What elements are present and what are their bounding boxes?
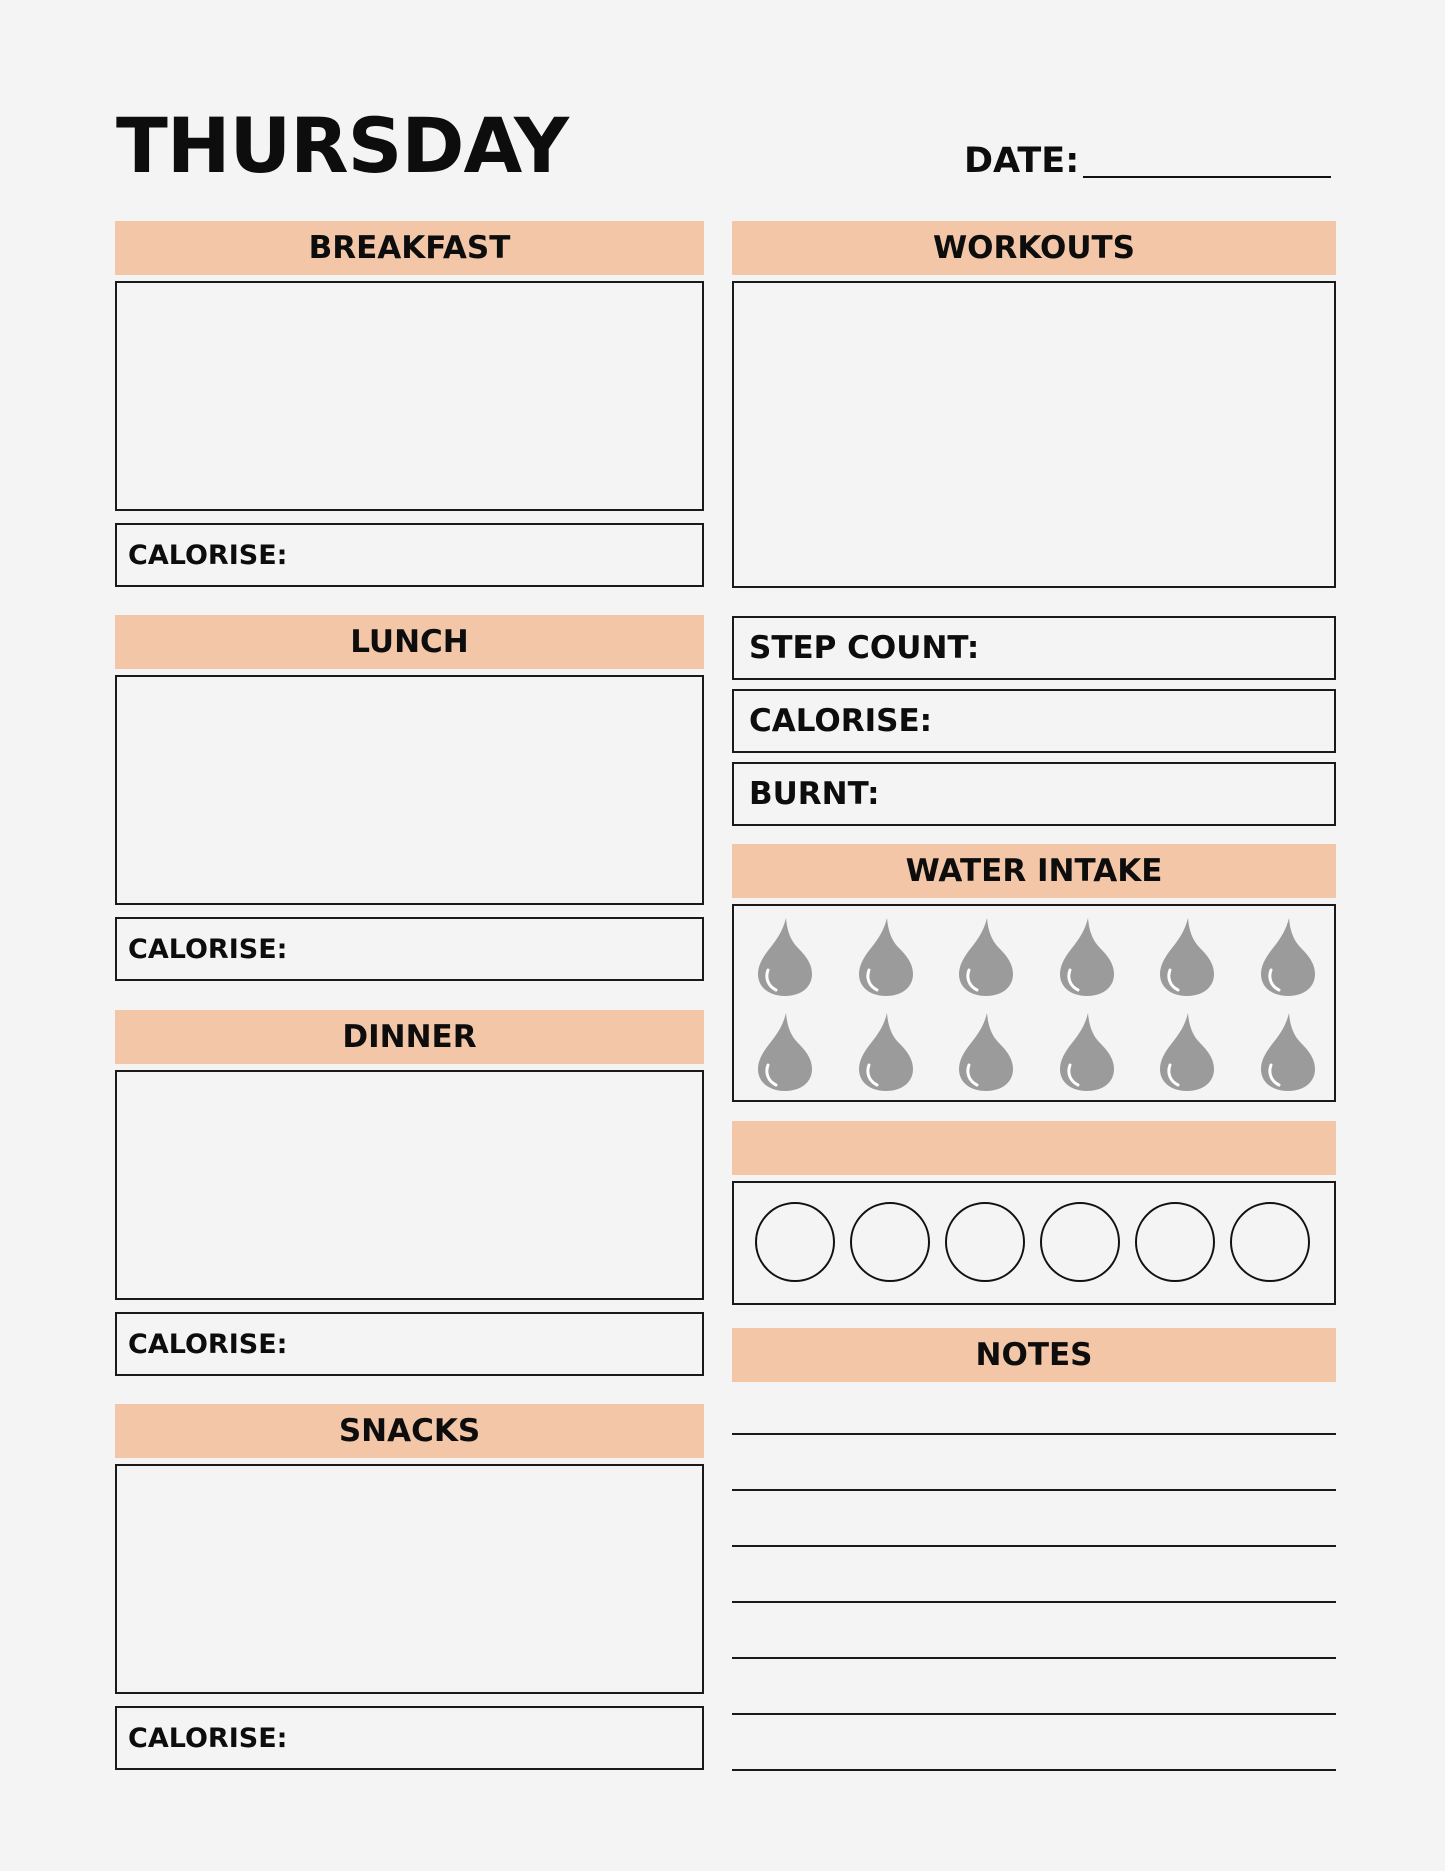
- workout-calories-label: CALORISE:: [749, 703, 933, 739]
- step-count-field[interactable]: [732, 616, 1336, 680]
- snacks-header: SNACKS: [115, 1404, 704, 1458]
- lunch-header: LUNCH: [115, 615, 704, 669]
- tracker-circle[interactable]: [945, 1202, 1025, 1282]
- dinner-header: DINNER: [115, 1010, 704, 1064]
- burnt-label: BURNT:: [749, 776, 880, 812]
- water-intake-header: WATER INTAKE: [732, 844, 1336, 898]
- notes-line[interactable]: [732, 1433, 1336, 1435]
- water-drop-icon[interactable]: [857, 1011, 915, 1093]
- tracker-circle[interactable]: [755, 1202, 835, 1282]
- water-drop-icon[interactable]: [1158, 1011, 1216, 1093]
- notes-header: NOTES: [732, 1328, 1336, 1382]
- lunch-calories-field[interactable]: [115, 917, 704, 981]
- notes-line[interactable]: [732, 1657, 1336, 1659]
- date-input-line[interactable]: [1083, 176, 1331, 178]
- snacks-calories-field[interactable]: [115, 1706, 704, 1770]
- water-drop-icon[interactable]: [756, 916, 814, 998]
- tracker-circles-panel: [732, 1181, 1336, 1305]
- water-drop-icon[interactable]: [1058, 916, 1116, 998]
- workout-calories-field[interactable]: [732, 689, 1336, 753]
- notes-line[interactable]: [732, 1601, 1336, 1603]
- dinner-entry-box[interactable]: [115, 1070, 704, 1300]
- notes-line[interactable]: [732, 1545, 1336, 1547]
- burnt-field[interactable]: [732, 762, 1336, 826]
- dinner-calories-label: CALORISE:: [128, 1328, 288, 1360]
- water-drop-icon[interactable]: [1259, 1011, 1317, 1093]
- tracker-header: [732, 1121, 1336, 1175]
- water-drop-icon[interactable]: [957, 916, 1015, 998]
- workouts-header: WORKOUTS: [732, 221, 1336, 275]
- breakfast-calories-label: CALORISE:: [128, 539, 288, 571]
- tracker-circle[interactable]: [1135, 1202, 1215, 1282]
- tracker-circle[interactable]: [1230, 1202, 1310, 1282]
- water-drops-panel: [732, 904, 1336, 1102]
- water-drop-icon[interactable]: [1259, 916, 1317, 998]
- water-drop-icon[interactable]: [756, 1011, 814, 1093]
- notes-line[interactable]: [732, 1489, 1336, 1491]
- water-drop-icon[interactable]: [957, 1011, 1015, 1093]
- page-title: THURSDAY: [116, 101, 569, 190]
- breakfast-calories-field[interactable]: [115, 523, 704, 587]
- lunch-calories-label: CALORISE:: [128, 933, 288, 965]
- step-count-label: STEP COUNT:: [749, 630, 980, 666]
- notes-line[interactable]: [732, 1769, 1336, 1771]
- tracker-circle[interactable]: [850, 1202, 930, 1282]
- water-drop-icon[interactable]: [1158, 916, 1216, 998]
- notes-line[interactable]: [732, 1713, 1336, 1715]
- breakfast-header: BREAKFAST: [115, 221, 704, 275]
- lunch-entry-box[interactable]: [115, 675, 704, 905]
- water-drop-icon[interactable]: [857, 916, 915, 998]
- date-label: DATE:: [964, 141, 1080, 181]
- workouts-entry-box[interactable]: [732, 281, 1336, 588]
- snacks-entry-box[interactable]: [115, 1464, 704, 1694]
- breakfast-entry-box[interactable]: [115, 281, 704, 511]
- snacks-calories-label: CALORISE:: [128, 1722, 288, 1754]
- water-drop-icon[interactable]: [1058, 1011, 1116, 1093]
- tracker-circle[interactable]: [1040, 1202, 1120, 1282]
- dinner-calories-field[interactable]: [115, 1312, 704, 1376]
